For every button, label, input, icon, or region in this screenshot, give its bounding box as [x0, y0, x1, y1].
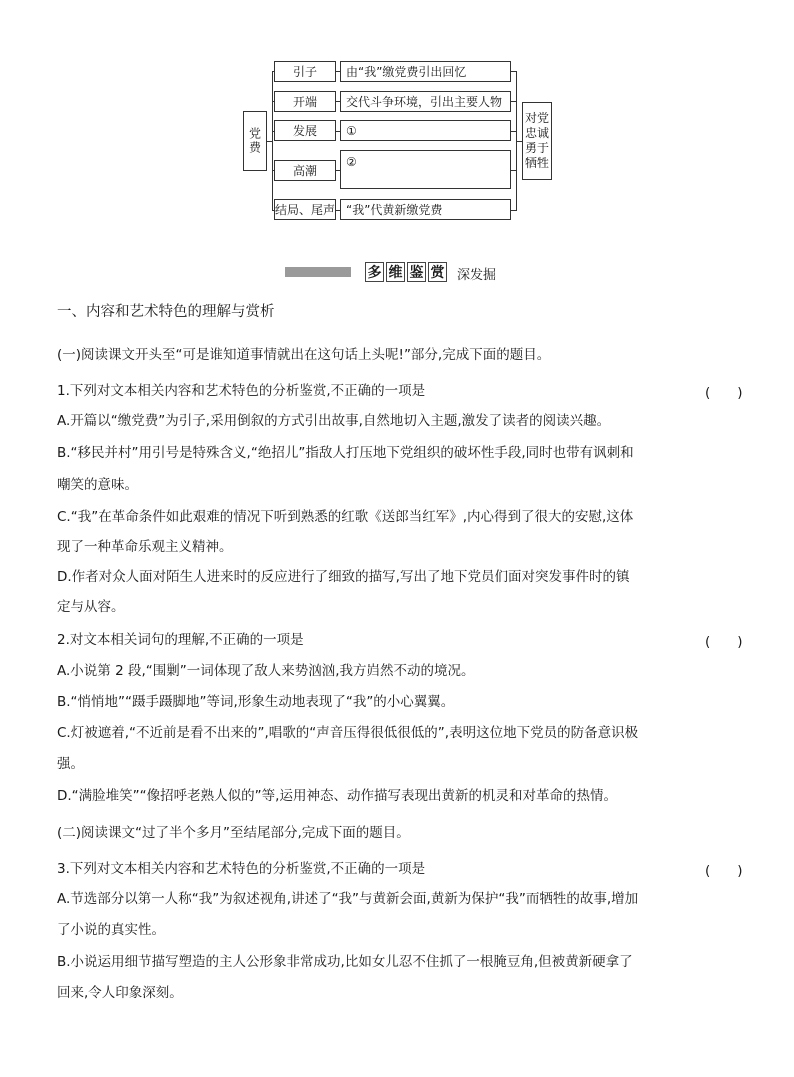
banner-bar: [285, 267, 351, 277]
diagram-content: 交代斗争环境，引出主要人物: [346, 95, 503, 109]
diagram-content-box: [340, 61, 511, 82]
option-a: A.节选部分以第一人称“我”为叙述视角,讲述了“我”与黄新会面,黄新为保护“我”而牺牲的故事,增加: [57, 891, 639, 907]
option-a: A.小说第 2 段,“围剿”一词体现了敌人来势汹汹,我方岿然不动的境况。: [57, 663, 475, 679]
diagram-label: 结局、尾声: [275, 203, 336, 217]
diagram-content: ②: [346, 155, 357, 169]
diagram-content: “我”代黄新缴党费: [346, 203, 443, 217]
diagram-theme: 对党忠诚勇于牺牲: [525, 111, 550, 170]
diagram-content: ①: [346, 123, 357, 138]
option-c-cont: 现了一种革命乐观主义精神。: [57, 539, 233, 555]
banner-title: [365, 262, 447, 282]
diagram-theme-box: [522, 102, 552, 180]
option-b: B.小说运用细节描写塑造的主人公形象非常成功,比如女儿忍不住抓了一根腌豆角,但被黄新硬拿了: [57, 954, 633, 970]
part-intro: (一)阅读课文开头至“可是谁知道事情就出在这句话上头呢!”部分,完成下面的题目。: [57, 347, 551, 363]
option-a-cont: 了小说的真实性。: [57, 922, 165, 938]
diagram-content-box: [340, 91, 511, 112]
diagram-label-box: [274, 61, 336, 82]
banner-subtitle: 深发掘: [457, 268, 497, 283]
option-d-cont: 定与从容。: [57, 599, 125, 615]
option-b-cont: 嘲笑的意味。: [57, 477, 138, 493]
option-b: B.“悄悄地”“蹑手蹑脚地”等词,形象生动地表现了“我”的小心翼翼。: [57, 694, 455, 710]
option-c-cont: 强。: [57, 756, 84, 772]
section-heading: 一、内容和艺术特色的理解与赏析: [57, 304, 275, 320]
part-intro: (二)阅读课文“过了半个多月”至结尾部分,完成下面的题目。: [57, 825, 410, 841]
option-d: D.“满脸堆笑”“像招呼老熟人似的”等,运用神态、动作描写表现出黄新的机灵和对革命的热情。: [57, 788, 617, 804]
diagram-label: 高潮: [292, 164, 317, 178]
option-b: B.“移民并村”用引号是特殊含义,“绝招儿”指敌人打压地下党组织的破坏性手段,同时也带有讽刺和: [57, 445, 634, 461]
diagram-content-box: [340, 150, 511, 189]
banner-char: 多: [365, 262, 384, 282]
diagram-content-box: [340, 199, 511, 220]
option-b-cont: 回来,令人印象深刻。: [57, 985, 183, 1001]
diagram-root-label: 党费: [247, 127, 262, 155]
banner-char: 维: [386, 262, 405, 282]
diagram-label: 开端: [292, 95, 317, 109]
connector: [272, 71, 273, 210]
question-stem: 2.对文本相关词句的理解,不正确的一项是: [57, 632, 304, 648]
question-stem: 3.下列对文本相关内容和艺术特色的分析鉴赏,不正确的一项是: [57, 861, 426, 877]
diagram-label-box: [274, 120, 336, 141]
diagram-label: 发展: [292, 124, 317, 138]
banner-char: 鉴: [407, 262, 426, 282]
diagram-label-box: [274, 199, 336, 220]
answer-paren: ( ): [705, 385, 743, 401]
answer-paren: ( ): [705, 634, 743, 650]
option-c: C.“我”在革命条件如此艰难的情况下听到熟悉的红歌《送郎当红军》,内心得到了很大的安慰,这体: [57, 509, 634, 525]
diagram-label-box: [274, 91, 336, 112]
banner-char: 赏: [428, 262, 447, 282]
structure-diagram: [0, 0, 794, 230]
diagram-label-box: [274, 160, 336, 181]
option-c: C.灯被遮着,“不近前是看不出来的”,唱歌的“声音压得很低很低的”,表明这位地下党员的防备意识极: [57, 725, 639, 741]
question-stem: 1.下列对文本相关内容和艺术特色的分析鉴赏,不正确的一项是: [57, 383, 426, 399]
option-a: A.开篇以“缴党费”为引子,采用倒叙的方式引出故事,自然地切入主题,激发了读者的阅读兴趣。: [57, 413, 611, 429]
diagram-content: 由“我”缴党费引出回忆: [346, 65, 467, 79]
diagram-root-box: [243, 111, 267, 171]
answer-paren: ( ): [705, 863, 743, 879]
option-d: D.作者对众人面对陌生人进来时的反应进行了细致的描写,写出了地下党员们面对突发事件时的镇: [57, 569, 630, 585]
diagram-content-box: [340, 120, 511, 141]
diagram-label: 引子: [292, 65, 317, 79]
